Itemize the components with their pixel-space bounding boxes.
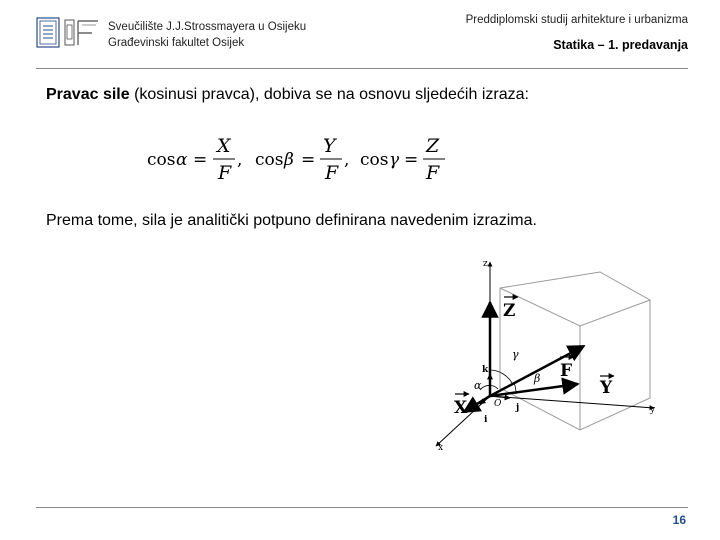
angle-alpha-label: α (474, 379, 482, 392)
denominator-2: F (325, 162, 339, 184)
vector-f-label: F (560, 361, 573, 381)
institution-name: Sveučilište J.J.Strossmayera u Osijeku (108, 21, 307, 33)
vector-z-label: Z (503, 301, 516, 321)
cos-func-3: cos (360, 150, 389, 170)
vector-y-label: Y (600, 378, 613, 398)
direction-cosine-formula (145, 131, 455, 187)
angle-3: γ (389, 150, 400, 170)
box-top-front (500, 288, 650, 326)
angle-gamma-arc (490, 370, 512, 383)
institution-block (108, 19, 306, 51)
faculty-name: Građevinski fakultet Osijek (108, 37, 245, 49)
force-diagram-svg (428, 250, 674, 460)
header-divider (36, 68, 688, 69)
vector-labels (454, 297, 614, 418)
denominator-3: F (426, 162, 440, 184)
equals-2: = (301, 150, 316, 170)
intro-text (46, 86, 529, 104)
formula-graphic (145, 131, 455, 187)
cos-func-1: cos (147, 150, 176, 170)
angle-gamma-label: γ (512, 348, 519, 361)
numerator-1: X (217, 135, 231, 157)
page-number: 16 (672, 513, 686, 527)
y-axis-label: y (650, 405, 656, 415)
formula-term-1 (147, 135, 242, 184)
unit-k-label: k (482, 365, 489, 375)
university-logo (36, 17, 100, 48)
origin-label: O (494, 399, 502, 409)
cos-func-2: cos (255, 150, 284, 170)
x-axis-label: x (438, 443, 444, 453)
separator-2: , (344, 150, 350, 170)
z-axis-label: z (483, 259, 488, 269)
unit-j-label: j (516, 403, 520, 413)
unit-i-label: i (484, 415, 488, 425)
equals-3: = (404, 150, 419, 170)
course-title: Statika – 1. predavanja (553, 38, 688, 52)
separator-1: , (237, 150, 243, 170)
angle-1: α (176, 150, 188, 170)
angle-2: β (284, 150, 294, 170)
intro-rest: (kosinusi pravca), dobiva se na osnovu sljedećih izraza: (129, 86, 529, 103)
y-axis (490, 396, 654, 408)
force-components-diagram (428, 250, 674, 460)
denominator-1: F (218, 162, 232, 184)
equals-1: = (193, 150, 208, 170)
numerator-2: Y (323, 135, 336, 157)
vector-x-label: X (454, 398, 468, 418)
footer-divider (36, 507, 688, 508)
formula-term-2 (255, 135, 349, 184)
program-name: Preddiplomski studij arhitekture i urbanizma (465, 14, 688, 26)
intro-bold: Pravac sile (46, 86, 130, 103)
university-logo-icon (36, 17, 100, 48)
numerator-3: Z (426, 135, 440, 157)
conclusion-text: Prema tome, sila je analitički potpuno definirana navedenim izrazima. (46, 212, 537, 229)
angle-beta-label: β (534, 372, 541, 385)
formula-term-3 (360, 135, 445, 184)
